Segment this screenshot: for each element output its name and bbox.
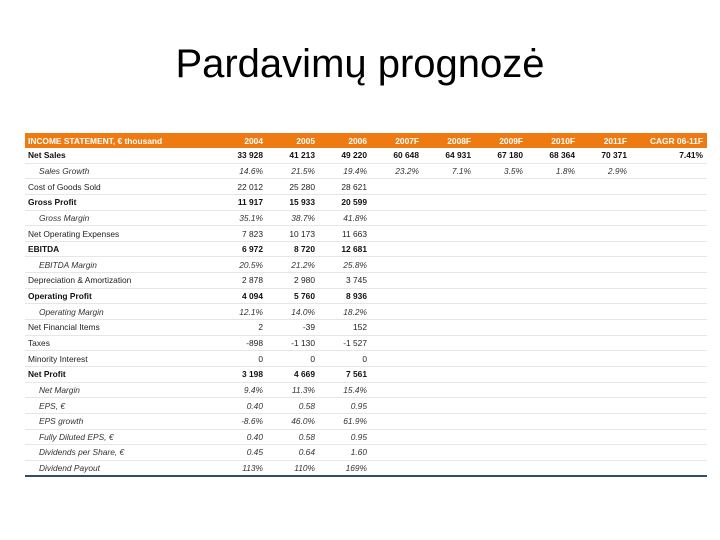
table-cell: 7.41% <box>631 148 707 163</box>
slide-title: Pardavimų prognozė <box>175 42 545 86</box>
row-label: Net Margin <box>25 382 215 398</box>
table-cell <box>579 413 631 429</box>
table-row <box>25 335 707 351</box>
table-cell <box>579 241 631 257</box>
table-cell <box>527 351 579 367</box>
table-cell <box>631 351 707 367</box>
table-cell <box>579 335 631 351</box>
table-cell <box>475 273 527 289</box>
table-row <box>25 273 707 289</box>
table-cell: 33 928 <box>215 148 267 163</box>
table-cell <box>579 226 631 242</box>
table-cell <box>371 273 423 289</box>
table-cell: -1 130 <box>267 335 319 351</box>
table-cell: 14.0% <box>267 304 319 320</box>
row-label: Gross Profit <box>25 194 215 210</box>
table-cell: 19.4% <box>319 163 371 179</box>
table-cell <box>475 382 527 398</box>
table-cell: 14.6% <box>215 163 267 179</box>
table-cell <box>371 382 423 398</box>
table-cell <box>371 194 423 210</box>
table-cell: 38.7% <box>267 210 319 226</box>
table-cell <box>423 413 475 429</box>
table-row <box>25 257 707 273</box>
table-cell <box>527 288 579 304</box>
table-cell <box>371 288 423 304</box>
table-cell <box>475 413 527 429</box>
table-cell <box>371 335 423 351</box>
table-cell: 2 980 <box>267 273 319 289</box>
table-cell: 5 760 <box>267 288 319 304</box>
row-label: Cost of Goods Sold <box>25 179 215 195</box>
table-cell <box>631 366 707 382</box>
header-cell: 2010F <box>527 133 579 148</box>
table-cell <box>527 273 579 289</box>
table-cell: 68 364 <box>527 148 579 163</box>
table-cell <box>423 194 475 210</box>
table-cell <box>631 398 707 414</box>
header-cell: 2005 <box>267 133 319 148</box>
table-cell <box>631 445 707 461</box>
table-cell <box>631 163 707 179</box>
table-cell: 41.8% <box>319 210 371 226</box>
row-label: Dividends per Share, € <box>25 445 215 461</box>
table-row <box>25 288 707 304</box>
table-cell <box>527 194 579 210</box>
row-label: Net Sales <box>25 148 215 163</box>
table-cell: 7.1% <box>423 163 475 179</box>
table-cell <box>475 460 527 476</box>
table-cell: 0.95 <box>319 429 371 445</box>
table-cell <box>527 179 579 195</box>
table-cell: 11.3% <box>267 382 319 398</box>
table-row <box>25 320 707 336</box>
table-cell <box>423 179 475 195</box>
table-cell: 12.1% <box>215 304 267 320</box>
table-cell: 23.2% <box>371 163 423 179</box>
header-cell: 2009F <box>475 133 527 148</box>
table-cell <box>423 210 475 226</box>
table-cell <box>527 304 579 320</box>
table-cell: 0.45 <box>215 445 267 461</box>
table-cell <box>579 194 631 210</box>
table-cell: 22 012 <box>215 179 267 195</box>
table-row <box>25 429 707 445</box>
table-cell <box>475 194 527 210</box>
table-cell <box>579 445 631 461</box>
table-cell: 4 094 <box>215 288 267 304</box>
table-row <box>25 241 707 257</box>
table-cell <box>423 226 475 242</box>
table-row <box>25 163 707 179</box>
table-cell: 7 823 <box>215 226 267 242</box>
table-row <box>25 304 707 320</box>
table-cell <box>631 304 707 320</box>
table-cell: 0 <box>267 351 319 367</box>
table-cell: 49 220 <box>319 148 371 163</box>
header-cell: 2008F <box>423 133 475 148</box>
table-cell <box>423 320 475 336</box>
table-cell <box>579 273 631 289</box>
row-label: Net Financial Items <box>25 320 215 336</box>
header-cell: 2011F <box>579 133 631 148</box>
row-label: Sales Growth <box>25 163 215 179</box>
table-cell <box>527 335 579 351</box>
table-cell <box>423 366 475 382</box>
table-cell: 169% <box>319 460 371 476</box>
table-cell: 25 280 <box>267 179 319 195</box>
table-row <box>25 460 707 476</box>
table-cell: 3 198 <box>215 366 267 382</box>
table-cell: 11 917 <box>215 194 267 210</box>
table-cell: 15.4% <box>319 382 371 398</box>
table-cell <box>475 351 527 367</box>
table-cell: 28 621 <box>319 179 371 195</box>
table-cell <box>579 304 631 320</box>
row-label: Net Operating Expenses <box>25 226 215 242</box>
table-cell <box>475 445 527 461</box>
table-cell <box>527 460 579 476</box>
table-cell <box>423 429 475 445</box>
row-label: Operating Profit <box>25 288 215 304</box>
table-header <box>25 133 707 148</box>
table-row <box>25 194 707 210</box>
table-cell <box>371 398 423 414</box>
table-cell <box>527 241 579 257</box>
table-cell: 15 933 <box>267 194 319 210</box>
table-cell <box>475 241 527 257</box>
table-cell: 8 720 <box>267 241 319 257</box>
table-cell <box>423 257 475 273</box>
table-cell: 61.9% <box>319 413 371 429</box>
table-row <box>25 179 707 195</box>
table-cell: -898 <box>215 335 267 351</box>
table-row <box>25 226 707 242</box>
table-cell: 0.58 <box>267 429 319 445</box>
table-cell: 35.1% <box>215 210 267 226</box>
table-cell: 70 371 <box>579 148 631 163</box>
table-cell <box>527 382 579 398</box>
table-cell <box>527 320 579 336</box>
table-cell: 18.2% <box>319 304 371 320</box>
row-label: Gross Margin <box>25 210 215 226</box>
table-cell <box>475 335 527 351</box>
table-cell <box>579 288 631 304</box>
table-row <box>25 413 707 429</box>
table-cell <box>423 460 475 476</box>
table-cell <box>423 335 475 351</box>
table-cell: 41 213 <box>267 148 319 163</box>
table-cell: 0.58 <box>267 398 319 414</box>
table-body <box>25 148 707 476</box>
table-cell: 0 <box>319 351 371 367</box>
table-cell <box>475 288 527 304</box>
table-cell: 60 648 <box>371 148 423 163</box>
table-cell <box>631 226 707 242</box>
row-label: Operating Margin <box>25 304 215 320</box>
table-cell <box>527 445 579 461</box>
table-cell: 11 663 <box>319 226 371 242</box>
table-cell <box>579 429 631 445</box>
table-cell <box>475 226 527 242</box>
table-cell <box>527 429 579 445</box>
table-cell: 25.8% <box>319 257 371 273</box>
table-cell <box>475 366 527 382</box>
table-cell <box>371 366 423 382</box>
header-cell: 2006 <box>319 133 371 148</box>
table-cell: 152 <box>319 320 371 336</box>
table-cell: -39 <box>267 320 319 336</box>
table-cell <box>371 210 423 226</box>
table-cell <box>631 429 707 445</box>
table-cell <box>475 210 527 226</box>
table-cell <box>579 460 631 476</box>
table-cell <box>527 366 579 382</box>
table-cell <box>423 445 475 461</box>
table-cell <box>527 226 579 242</box>
table-cell <box>631 288 707 304</box>
table-cell: 46.0% <box>267 413 319 429</box>
table-cell: 9.4% <box>215 382 267 398</box>
income-statement-table-container <box>25 133 707 477</box>
table-row <box>25 351 707 367</box>
table-cell: 3 745 <box>319 273 371 289</box>
table-cell <box>579 366 631 382</box>
table-cell <box>423 382 475 398</box>
row-label: EBITDA Margin <box>25 257 215 273</box>
table-cell <box>631 179 707 195</box>
table-cell <box>527 257 579 273</box>
header-cell: CAGR 06-11F <box>631 133 707 148</box>
table-cell <box>423 273 475 289</box>
table-cell <box>475 398 527 414</box>
row-label: EPS, € <box>25 398 215 414</box>
table-cell <box>371 241 423 257</box>
table-cell <box>423 351 475 367</box>
table-cell <box>579 257 631 273</box>
table-cell: 0.40 <box>215 398 267 414</box>
table-cell <box>631 320 707 336</box>
row-label: Minority Interest <box>25 351 215 367</box>
table-cell <box>579 351 631 367</box>
table-cell <box>371 351 423 367</box>
table-cell <box>527 210 579 226</box>
table-cell: 67 180 <box>475 148 527 163</box>
table-cell <box>371 226 423 242</box>
table-cell <box>475 429 527 445</box>
table-cell <box>579 179 631 195</box>
table-cell: 4 669 <box>267 366 319 382</box>
table-cell: 0.40 <box>215 429 267 445</box>
table-cell <box>423 398 475 414</box>
table-cell <box>475 320 527 336</box>
table-cell <box>631 257 707 273</box>
table-cell: 8 936 <box>319 288 371 304</box>
row-label: Taxes <box>25 335 215 351</box>
table-cell <box>631 194 707 210</box>
table-row <box>25 366 707 382</box>
table-cell <box>475 304 527 320</box>
table-cell: 6 972 <box>215 241 267 257</box>
table-cell <box>631 273 707 289</box>
table-cell: 21.5% <box>267 163 319 179</box>
table-cell: 20 599 <box>319 194 371 210</box>
table-cell <box>579 382 631 398</box>
table-cell: 1.8% <box>527 163 579 179</box>
table-cell: 0 <box>215 351 267 367</box>
row-label: EPS growth <box>25 413 215 429</box>
table-cell: 2.9% <box>579 163 631 179</box>
table-cell: 10 173 <box>267 226 319 242</box>
table-cell <box>579 210 631 226</box>
table-cell <box>631 210 707 226</box>
income-statement-table <box>25 133 707 477</box>
table-cell: 0.95 <box>319 398 371 414</box>
table-cell <box>579 320 631 336</box>
table-cell <box>371 304 423 320</box>
table-cell <box>631 460 707 476</box>
table-cell <box>423 241 475 257</box>
row-label: Net Profit <box>25 366 215 382</box>
table-cell: 2 878 <box>215 273 267 289</box>
table-row <box>25 210 707 226</box>
header-cell-label: INCOME STATEMENT, € thousand <box>25 133 215 148</box>
table-cell <box>371 257 423 273</box>
table-cell <box>371 320 423 336</box>
table-cell: 64 931 <box>423 148 475 163</box>
table-cell <box>579 398 631 414</box>
table-cell <box>423 288 475 304</box>
table-cell <box>371 413 423 429</box>
table-cell: -1 527 <box>319 335 371 351</box>
table-cell <box>475 179 527 195</box>
row-label: Fully Diluted EPS, € <box>25 429 215 445</box>
table-cell <box>371 429 423 445</box>
table-cell: 113% <box>215 460 267 476</box>
table-cell: 20.5% <box>215 257 267 273</box>
table-cell: 21.2% <box>267 257 319 273</box>
row-label: Depreciation & Amortization <box>25 273 215 289</box>
table-row <box>25 148 707 163</box>
table-cell: 0.64 <box>267 445 319 461</box>
table-row <box>25 382 707 398</box>
table-cell <box>631 382 707 398</box>
table-cell <box>527 398 579 414</box>
header-cell: 2004 <box>215 133 267 148</box>
table-cell: 110% <box>267 460 319 476</box>
table-row <box>25 445 707 461</box>
table-cell <box>475 257 527 273</box>
header-row <box>25 133 707 148</box>
table-cell <box>631 413 707 429</box>
row-label: EBITDA <box>25 241 215 257</box>
header-cell: 2007F <box>371 133 423 148</box>
table-cell: 12 681 <box>319 241 371 257</box>
table-cell <box>371 179 423 195</box>
table-cell: 7 561 <box>319 366 371 382</box>
table-cell <box>631 335 707 351</box>
table-cell <box>423 304 475 320</box>
row-label: Dividend Payout <box>25 460 215 476</box>
table-cell <box>527 413 579 429</box>
table-cell: 2 <box>215 320 267 336</box>
table-cell <box>371 460 423 476</box>
table-cell <box>371 445 423 461</box>
table-cell: 1.60 <box>319 445 371 461</box>
table-cell: 3.5% <box>475 163 527 179</box>
table-cell <box>631 241 707 257</box>
table-row <box>25 398 707 414</box>
table-cell: -8.6% <box>215 413 267 429</box>
